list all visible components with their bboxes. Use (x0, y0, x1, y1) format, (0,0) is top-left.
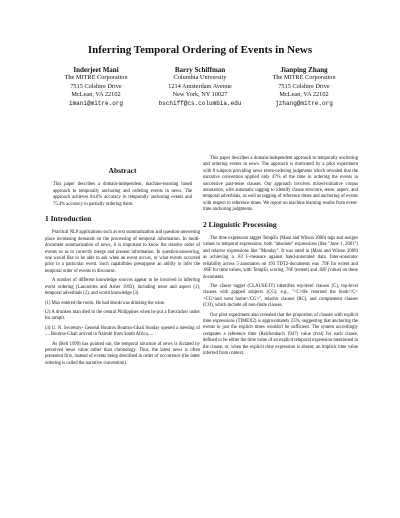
author-name: Inderjeet Mani (73, 66, 119, 74)
author-name: Jianping Zhang (280, 66, 328, 74)
author-address: McLean, VA 22102 (71, 91, 121, 99)
author-3 (252, 66, 356, 108)
paper-title: Inferring Temporal Ordering of Events in News (87, 44, 313, 56)
author-address: 7515 Colshire Drive (278, 82, 330, 90)
author-name: Barry Schiffman (174, 66, 226, 74)
paragraph: This paper describes a domain-independent approach to temporally anchoring and ordering events in news. The approach is motivated by a pilot experiment with 8 subjects providing news event-ordering judgments which revealed that the narrative convention applied only 47% of the time in ordering the events in successive past-tense clauses. Our approach involves mixed-initiative corpus annotation, with automatic tagging to identify clause structure, tense, aspect, and temporal adverbials, as well as tagging of reference times and anchoring of events with respect to reference times. We report on machine learning results from event-time anchoring judgments. (203, 156, 358, 213)
abstract-heading: Abstract (108, 166, 137, 175)
author-affiliation: The MITRE Corporation (272, 74, 336, 82)
author-address: 1214 Amsterdam Avenue (168, 82, 232, 90)
author-1 (44, 66, 148, 108)
example-3: (3) U. N. Secretary- General Boutros Boutros-Ghali Sunday opened a meeting of .... Boutros-Ghali arrived in Nairobi from South Africa, ... (45, 325, 200, 338)
section-heading-linguistic-processing: 2 Linguistic Processing (203, 219, 277, 229)
section-heading-introduction: 1 Introduction (45, 214, 92, 224)
right-column (203, 156, 358, 360)
author-email[interactable]: jzhang@mitre.org (275, 99, 333, 107)
author-block (44, 66, 356, 108)
author-address: New York, NY 10027 (172, 91, 228, 99)
author-2 (148, 66, 252, 108)
paragraph: The time expression tagger TempEx (Mani and Wilson 2000) tags and assigns values to temporal expressions, both "absolute" expressions (like "June 1, 2001") and relative expressions like "Monday". It was rated in (Mani and Wilson 2000) as achieving a .83 F-measure against hand-annotated data. Inter-annotator reliability across 5 annotators on 193 TDT2-documents was .79F for extent and .86F for time values, with TempEx scoring .76F (extent) and .82F (value) on these documents. (203, 236, 358, 280)
left-column (45, 156, 200, 370)
paragraph: As (Bell 1999) has pointed out, the temporal structure of news is dictated by perceived news value rather than chronology. Thus, the latest news is often presented first, instead of events being described in order of occurrence (the latter ordering is called the narrative convention). (45, 341, 200, 366)
example-2: (2) A drunken man died in the central Philippines when he put a firecracker under his armpit. (45, 309, 200, 322)
paragraph: Our pilot experiment also revealed that the proportion of clauses with explicit time expressions (TIMEX2) is approximately 25%, suggesting that anchoring the events to just the explicit times wouldn't be sufficient. The system accordingly computes a reference time (Reichenbach 1947) value (tval) for each clause, defined to be either the time value of an explicit temporal expression mentioned in the clause, or, when the explicit time expression is absent, an implicit time value inferred from context. (203, 312, 358, 356)
author-address: McLean, VA 22102 (279, 91, 329, 99)
paragraph: The clause tagger (CLAUSE-IT) identifies top-level clauses (C), top-level clauses with gapped subjects (CG), e.g., "<C>He returned the book</C> <CG>and went home</CG>", relative clauses (RC), and complement clauses (CO), which include all non-finite clauses. (203, 283, 358, 309)
abstract-body (53, 182, 192, 208)
example-1: (1) Max entered the room. He had drunk/was drinking the wine. (45, 300, 166, 306)
author-address: 7515 Colshire Drive (70, 82, 122, 90)
author-affiliation: Columbia University (173, 74, 227, 82)
abstract-text: This paper describes a domain-independent, machine-learning based approach to temporally anchoring and ordering events in news. The approach achieves 84.6% accuracy in temporally anchoring events and 75.4% accuracy in partially ordering them. (53, 182, 192, 207)
author-email[interactable]: imani@mitre.org (68, 99, 123, 107)
author-email[interactable]: bschiff@cs.columbia.edu (158, 99, 242, 107)
paragraph: A number of different knowledge sources appear to be involved in inferring event ordering (Lascarides and Asher 1993), including tense and aspect (1), temporal adverbials (2), and world knowledge (3). (45, 278, 200, 297)
paragraph: Practical NLP applications such as text summarization and question-answering place increasing demands on the processing of temporal information. In multi-document summarization of news, it is important to know the relative order of events so as to correctly merge and present information. In question-answering, one would like to be able to ask when an event occurs, or what events occurred prior to a particular event. Such capabilities presuppose an ability to infer the temporal order of events in discourse. (45, 230, 200, 274)
author-affiliation: The MITRE Corporation (64, 74, 128, 82)
